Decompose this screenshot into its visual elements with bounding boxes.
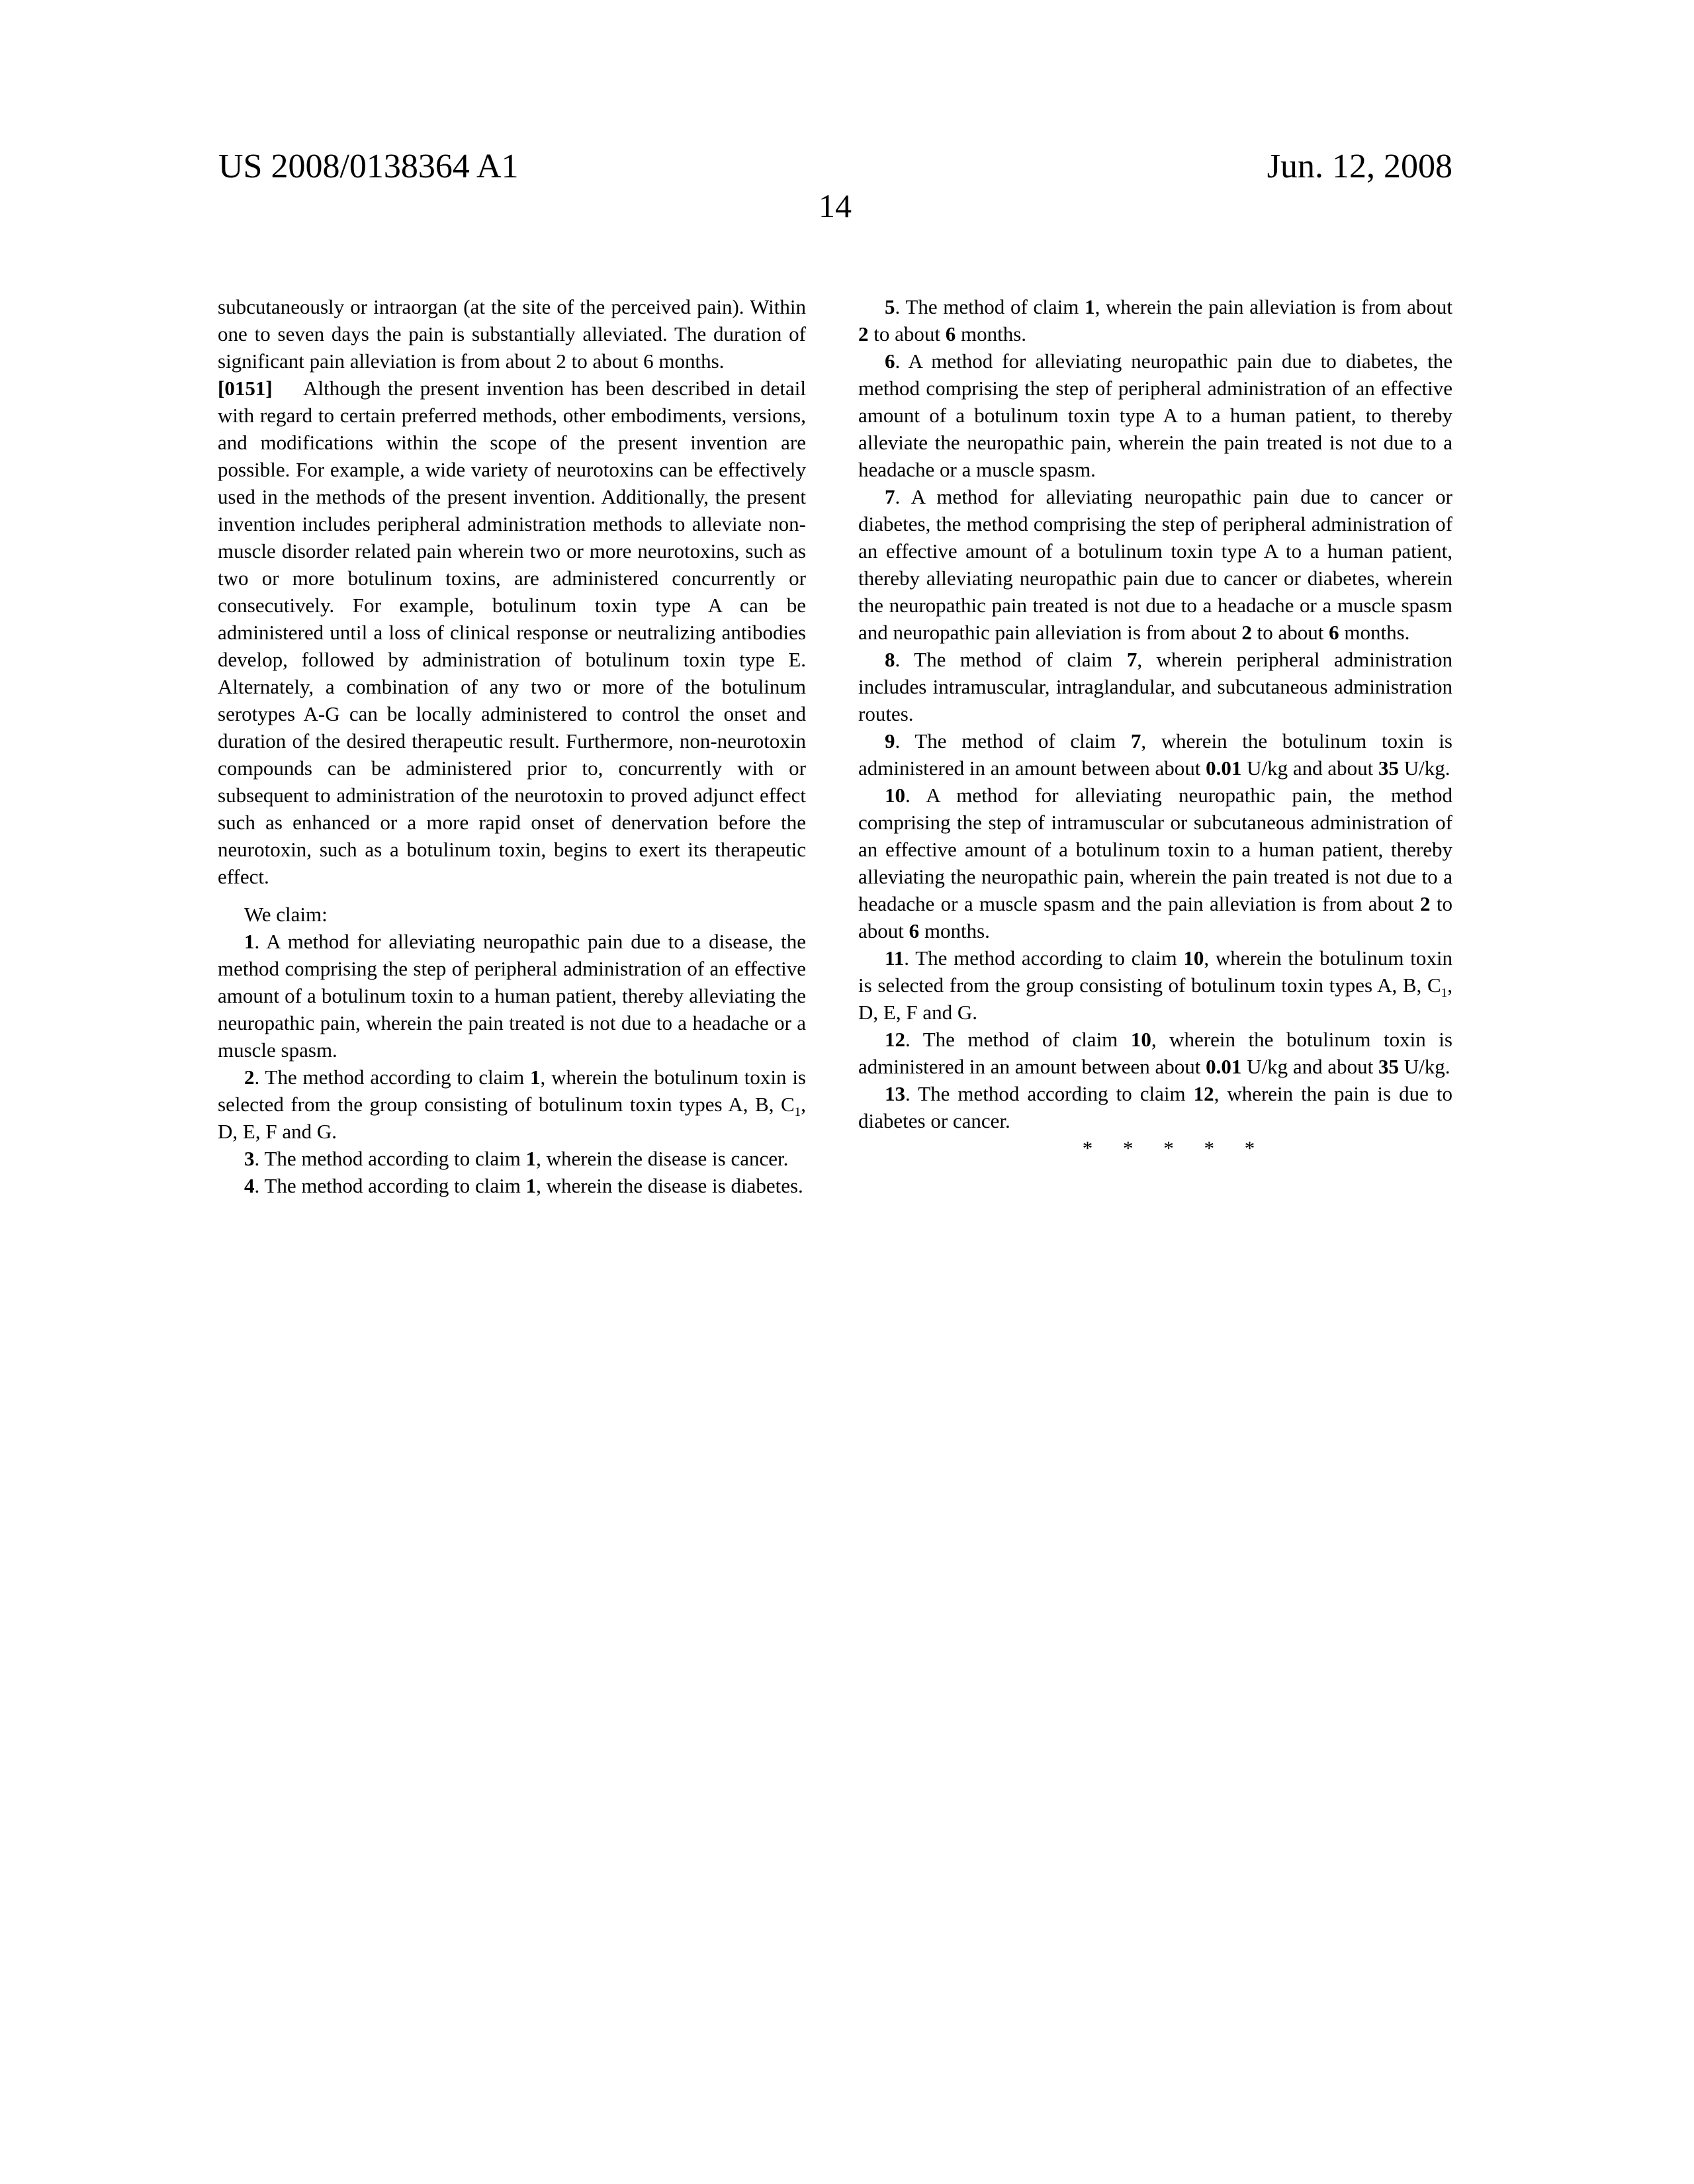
bold-text: 9 (885, 729, 895, 752)
bold-text: 7 (1126, 648, 1137, 671)
body-text: months. (919, 919, 990, 942)
body-text: to about (858, 892, 1452, 942)
body-text: , wherein the disease is diabetes. (536, 1174, 803, 1197)
body-text: , wherein the pain alleviation is from about (1094, 295, 1452, 318)
bold-text: 10 (1130, 1028, 1151, 1051)
publication-number: US 2008/0138364 A1 (218, 148, 519, 185)
bold-text: 7 (885, 485, 895, 508)
body-text: to about (1251, 621, 1329, 644)
running-header (218, 150, 1452, 184)
body-text: , wherein peripheral administration includes intramuscular, intraglandular, and subcutaneous administration routes. (858, 648, 1452, 725)
claim-9 (858, 727, 1452, 782)
bold-text: 1 (530, 1066, 541, 1089)
claim-4 (218, 1172, 806, 1199)
bold-text: 0.01 (1206, 756, 1242, 780)
claim-13 (858, 1080, 1452, 1134)
body-text: , wherein the pain is due to diabetes or cancer. (858, 1082, 1452, 1132)
claim-8 (858, 646, 1452, 727)
bold-text: 6 (1329, 621, 1339, 644)
bold-text: 8 (885, 648, 895, 671)
bold-text: 7 (1130, 729, 1141, 752)
numbered-spec-paragraph (218, 375, 806, 890)
right-text-column (858, 293, 1452, 1161)
body-text: . The method according to claim (254, 1147, 526, 1170)
body-text: . The method according to claim (254, 1174, 526, 1197)
bold-text: 35 (1378, 756, 1400, 780)
bold-text: 2 (244, 1066, 255, 1089)
body-text: subcutaneously or intraorgan (at the site of the perceived pain). Within one to seven days the pain is substantially alleviated. The duration of significant pain alleviation is from about 2 to about 6 months. (218, 295, 806, 373)
claim-2 (218, 1064, 806, 1145)
body-text: . The method of claim (895, 295, 1085, 318)
claim-7 (858, 483, 1452, 646)
claim-3 (218, 1145, 806, 1172)
body-text: U/kg. (1399, 1055, 1450, 1078)
bold-text: 5 (885, 295, 895, 318)
body-text: . The method of claim (895, 648, 1127, 671)
bold-text: 2 (858, 322, 869, 345)
body-text: to about (868, 322, 946, 345)
bold-text: [0151] (218, 377, 273, 400)
bold-text: 4 (244, 1174, 255, 1197)
bold-text: 11 (885, 946, 905, 970)
spec-paragraph (218, 293, 806, 375)
body-text: . The method of claim (895, 729, 1131, 752)
body-text: . A method for alleviating neuropathic pain due to a disease, the method comprising the step of peripheral administration of an effective amount of a botulinum toxin to a human patient, thereby alleviating the neuropathic pain, wherein the pain treated is not due to a headache or a muscle spasm. (218, 930, 806, 1062)
bold-text: 1 (1085, 295, 1095, 318)
body-text: . The method according to claim (254, 1066, 531, 1089)
body-text: , wherein the botulinum toxin is administered in an amount between about (858, 1028, 1452, 1078)
body-text: , wherein the disease is cancer. (536, 1147, 789, 1170)
body-text: U/kg. (1399, 756, 1450, 780)
body-text: . The method according to claim (904, 946, 1184, 970)
bold-text: 1 (244, 930, 255, 953)
publication-date: Jun. 12, 2008 (1267, 148, 1452, 185)
bold-text: 6 (885, 349, 895, 373)
bold-text: 2 (1241, 621, 1252, 644)
body-text: , D, E, F and G. (858, 974, 1452, 1024)
body-text: months. (1339, 621, 1410, 644)
left-text-column (218, 293, 806, 1199)
bold-text: 13 (885, 1082, 905, 1105)
subscript-text: 1 (1441, 986, 1448, 1001)
bold-text: 3 (244, 1147, 255, 1170)
bold-text: 10 (885, 784, 905, 807)
claims-preamble (218, 901, 806, 928)
bold-text: 10 (1183, 946, 1204, 970)
bold-text: 12 (885, 1028, 905, 1051)
body-text: . The method according to claim (905, 1082, 1194, 1105)
page-number: 14 (819, 187, 852, 224)
bold-text: 1 (525, 1147, 537, 1170)
body-text: , wherein the botulinum toxin is selected from the group consisting of botulinum toxin types A, B, C (858, 946, 1452, 997)
claim-1 (218, 928, 806, 1064)
body-text: , wherein the botulinum toxin is administered in an amount between about (858, 729, 1452, 780)
body-text: Although the present invention has been described in detail with regard to certain preferred methods, other embodiments, versions, and modifications within the scope of the present invention are possible. For example, a wide variety of neurotoxins can be effectively used in the methods of the present invention. Additionally, the present invention includes peripheral administration methods to alleviate non-muscle disorder related pain wherein two or more neurotoxins, such as two or more botulinum toxins, are administered concurrently or consecutively. For example, botulinum toxin type A can be administered until a loss of clinical response or neutralizing antibodies develop, followed by administration of botulinum toxin type E. Alternately, a combination of any two or more of the botulinum serotypes A-G can be locally administered to control the onset and duration of the desired therapeutic result. Furthermore, non-neurotoxin compounds can be administered prior to, concurrently with or subsequent to administration of the neurotoxin to proved adjunct effect such as enhanced or a more rapid onset of denervation before the neurotoxin, such as a botulinum toxin, begins to exert its therapeutic effect. (218, 377, 806, 888)
body-text: We claim: (244, 903, 328, 926)
bold-text: 6 (909, 919, 920, 942)
bold-text: 12 (1193, 1082, 1214, 1105)
claim-12 (858, 1026, 1452, 1080)
body-text: , wherein the botulinum toxin is selected from the group consisting of botulinum toxin types A, B, C (218, 1066, 806, 1116)
bold-text: 6 (945, 322, 956, 345)
claim-5 (858, 293, 1452, 347)
body-text: months. (956, 322, 1027, 345)
subscript-text: 1 (794, 1105, 801, 1120)
body-text: . A method for alleviating neuropathic pain due to cancer or diabetes, the method comprising the step of peripheral administration of an effective amount of a botulinum toxin type A to a human patient, thereby alleviating neuropathic pain due to cancer or diabetes, wherein the neuropathic pain treated is not due to a headache or a muscle spasm and neuropathic pain alleviation is from about (858, 485, 1452, 644)
bold-text: 35 (1378, 1055, 1400, 1078)
claim-10 (858, 782, 1452, 944)
body-text: U/kg and about (1241, 756, 1379, 780)
body-text: , D, E, F and G. (218, 1093, 806, 1143)
claim-11 (858, 944, 1452, 1026)
body-text: . A method for alleviating neuropathic pain due to diabetes, the method comprising the step of peripheral administration of an effective amount of a botulinum toxin type A to a human patient, to thereby alleviate the neuropathic pain, wherein the pain treated is not due to a headache or a muscle spasm. (858, 349, 1452, 481)
bold-text: 1 (525, 1174, 537, 1197)
end-of-claims-marker: * * * * * (1082, 1136, 1255, 1160)
bold-text: 0.01 (1206, 1055, 1242, 1078)
body-text: U/kg and about (1241, 1055, 1379, 1078)
body-text: . The method of claim (905, 1028, 1131, 1051)
claim-6 (858, 347, 1452, 483)
bold-text: 2 (1420, 892, 1431, 915)
body-text: . A method for alleviating neuropathic pain, the method comprising the step of intramuscular or subcutaneous administration of an effective amount of a botulinum toxin to a human patient, thereby alleviating the neuropathic pain, wherein the pain treated is not due to a headache or a muscle spasm and the pain alleviation is from about (858, 784, 1452, 915)
